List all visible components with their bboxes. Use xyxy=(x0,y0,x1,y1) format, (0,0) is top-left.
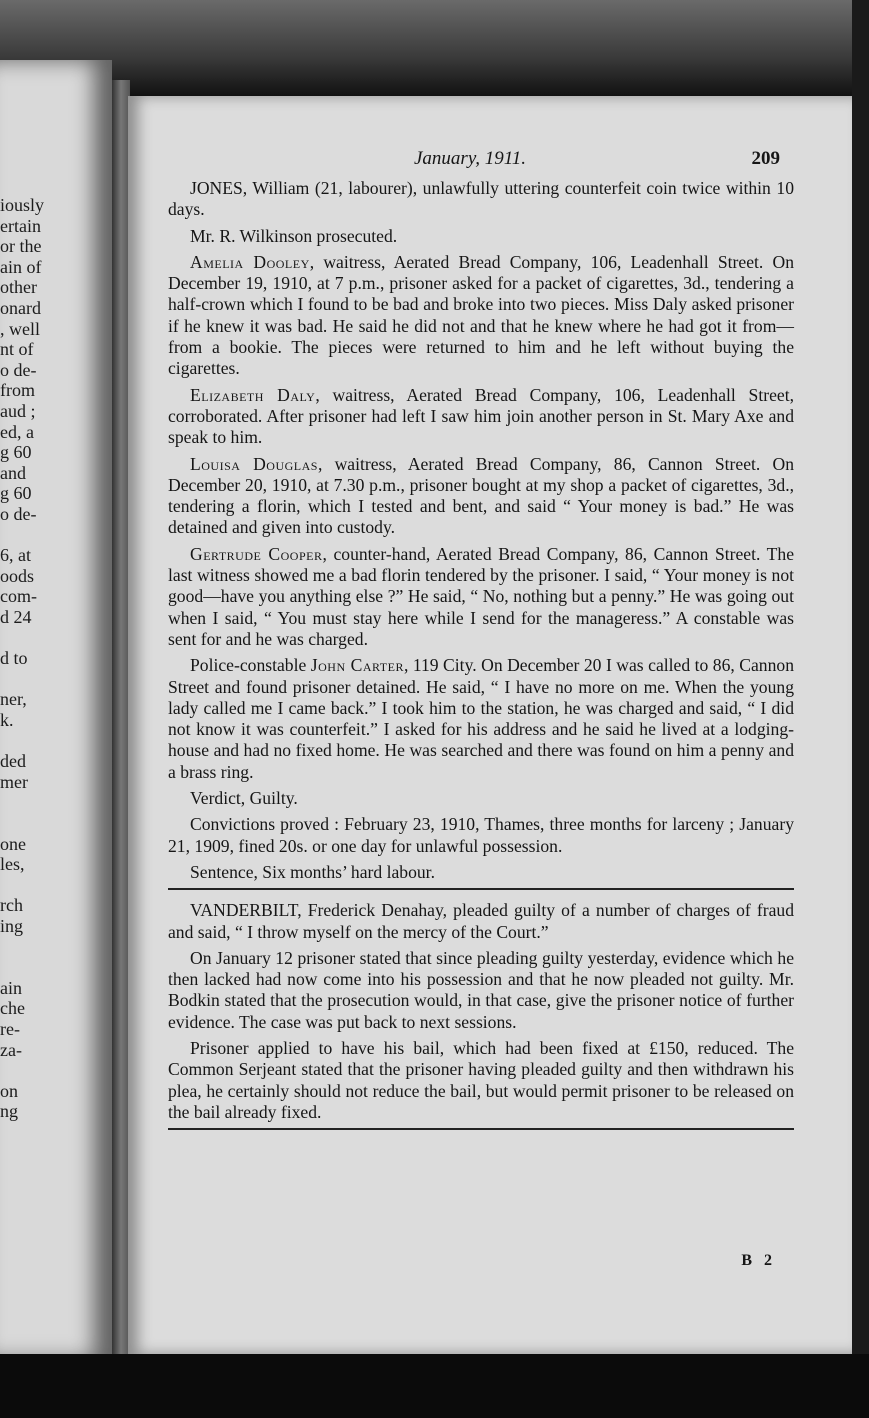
photo-background-top xyxy=(0,0,869,96)
left-page-fragment: 6, at xyxy=(0,545,31,566)
left-page-fragment: , well xyxy=(0,318,40,339)
witness-name: Louisa Douglas xyxy=(190,453,318,474)
left-page-fragment: ed, a xyxy=(0,421,34,442)
witness-dooley: Amelia Dooley, waitress, Aerated Bread Company, 106, Leadenhall Street. On December 19, 1910, at 7 p.m., prisoner asked for a packet of cigarettes, 3d., tendering a half-crown which I found to be bad and broke into two pieces. Miss Daly asked prisoner if he knew it was bad. He said he did not and that he knew where he had got it from—from a bookie. The pieces were returned to him and he left without buying the cigarettes. xyxy=(168,251,794,379)
left-page-fragment: ng xyxy=(0,1101,18,1122)
photo-background-right xyxy=(852,0,869,1418)
page-end-rule xyxy=(168,1128,794,1130)
witness-name: Elizabeth Daly xyxy=(190,384,316,405)
witness-carter: Police-constable John Carter, 119 City. On December 20 I was called to 86, Cannon Street and found prisoner detained. He said, “ I have no more on me. When the young lady called me I came back.” I took him to the station, he was charged and said, “ I did not know it was counterfeit.” I asked for his address and he said he lived at a lodging-house and had no fixed home. He was searched and there was found on him a penny and a brass ring. xyxy=(168,655,794,782)
left-page-fragment: iously xyxy=(0,195,45,215)
left-page-fragment: other xyxy=(0,277,37,298)
case-jones-charge: JONES, William (21, labourer), unlawfully uttering counterfeit coin twice within 10 days. xyxy=(168,178,794,220)
running-title: January, 1911. xyxy=(414,148,527,169)
verdict: Verdict, Guilty. xyxy=(190,788,298,809)
case-vanderbilt-para2: On January 12 prisoner stated that since pleading guilty yesterday, evidence which he then lacked had now come into his possession and that he now pleaded not guilty. Mr. Bodkin stated that the prosecution would, in that case, give the prisoner notice of further evidence. The case was put back to next sessions. xyxy=(168,947,794,1032)
left-page-fragment: rch xyxy=(0,895,23,916)
case-divider xyxy=(168,888,794,890)
left-page-fragment: ing xyxy=(0,916,24,936)
witness-douglas: Louisa Douglas, waitress, Aerated Bread Company, 86, Cannon Street. On December 20, 1910, at 7.30 p.m., prisoner bought at my shop a packet of cigarettes, 3d., tendering a florin, which I tested and bent, and said “ Your money is bad.” He was detained and given into custody. xyxy=(168,453,795,538)
left-page-fragment: aud ; xyxy=(0,401,36,421)
left-page-fragment: or the xyxy=(0,236,42,257)
defendant-name: VANDERBILT xyxy=(190,900,298,921)
left-page-fragment: nt of xyxy=(0,339,34,360)
left-page-fragment: ertain xyxy=(0,215,41,236)
left-page xyxy=(0,60,112,1360)
left-page-fragment: za- xyxy=(0,1039,22,1060)
defendant-name: JONES xyxy=(190,178,243,198)
left-page-fragment: ain of xyxy=(0,256,42,277)
left-page-fragment: o de- xyxy=(0,359,37,380)
left-page-fragment: on xyxy=(0,1080,18,1101)
left-page-fragment: ded xyxy=(0,751,26,772)
photo-background-bottom xyxy=(0,1354,869,1418)
page-number: 209 xyxy=(751,148,780,169)
left-page-fragment: les, xyxy=(0,854,25,875)
sentence: Sentence, Six months’ hard labour. xyxy=(190,861,435,882)
left-page-fragment: d to xyxy=(0,648,28,669)
page-body xyxy=(168,178,794,1134)
left-page-fragment: ain xyxy=(0,977,22,998)
left-page-fragment: ner, xyxy=(0,689,27,710)
witness-cooper: Gertrude Cooper, counter-hand, Aerated Bread Company, 86, Cannon Street. The last witness showed me a bad florin tendered by the prisoner. I said, “ Your money is not good—have you anything else ?” He said, “ No, nothing but a penny.” He was going out when I said, “ You must stay here while I send for the manageress.” A constable was sent for and he was charged. xyxy=(168,543,794,649)
left-page-fragment: and xyxy=(0,462,26,483)
left-page-fragment: g 60 xyxy=(0,483,32,504)
witness-name: Amelia Dooley xyxy=(190,251,310,272)
case-vanderbilt-para3: Prisoner applied to have his bail, which had been fixed at £150, reduced. The Common Serjeant stated that the prisoner having pleaded guilty and then withdrawn his plea, he certainly should not reduce the bail, but would permit prisoner to be released on the bail already fixed. xyxy=(168,1037,794,1122)
running-header xyxy=(414,146,780,172)
left-page-fragment: one xyxy=(0,833,26,854)
left-page-fragment: com- xyxy=(0,586,37,607)
witness-name: John Carter xyxy=(310,655,404,676)
left-page-fragment: re- xyxy=(0,1019,20,1039)
right-page xyxy=(128,96,852,1354)
left-page-fragment: k. xyxy=(0,710,14,730)
witness-name: Gertrude Cooper xyxy=(190,543,323,564)
left-page-fragment: mer xyxy=(0,771,28,792)
left-page-fragment: oods xyxy=(0,565,35,586)
left-page-fragment: g 60 xyxy=(0,442,32,463)
witness-daly: Elizabeth Daly, waitress, Aerated Bread Company, 106, Leadenhall Street, corroborated. After prisoner had left I saw him join another person in St. Mary Axe and speak to him. xyxy=(168,384,794,448)
left-page-fragment: d 24 xyxy=(0,607,32,627)
prosecutor-line: Mr. R. Wilkinson prosecuted. xyxy=(190,225,398,246)
left-page-fragment: che xyxy=(0,998,25,1019)
convictions: Convictions proved : February 23, 1910, Thames, three months for larceny ; January 21, 1909, fined 20s. or one day for unlawful possession. xyxy=(168,814,794,856)
signature-mark: B 2 xyxy=(741,1252,776,1269)
case-vanderbilt-plea: VANDERBILT, Frederick Denahay, pleaded guilty of a number of charges of fraud and said, “ I throw myself on the mercy of the Court.” xyxy=(168,900,794,942)
left-page-fragment: from xyxy=(0,380,35,401)
left-page-fragment: onard xyxy=(0,298,41,318)
left-page-fragment: o de- xyxy=(0,504,37,524)
